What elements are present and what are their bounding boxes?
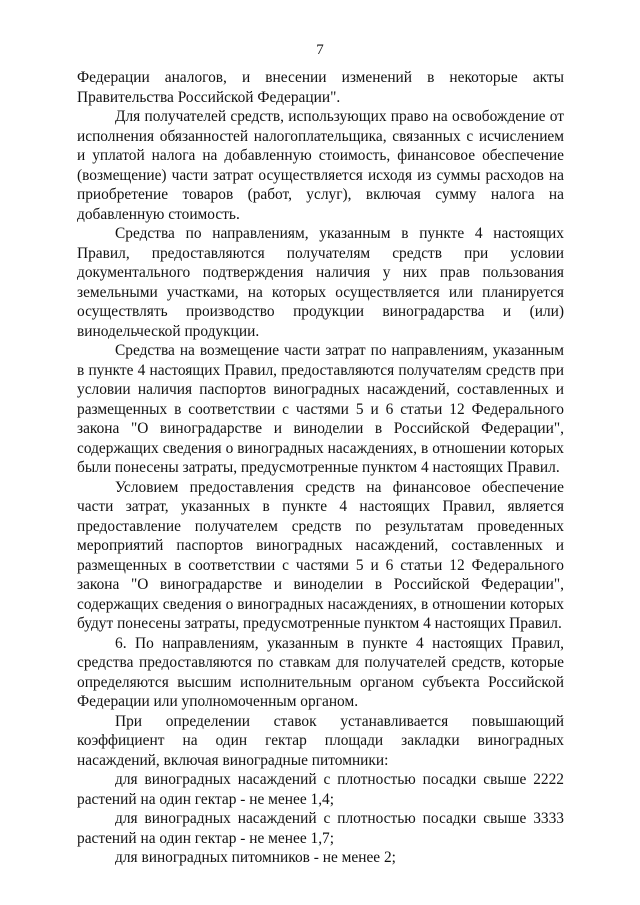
list-item-nurseries: для виноградных питомников - не менее 2;	[115, 849, 396, 866]
list-item-density-2222: для виноградных насаждений с плотностью посадки свыше 2222 растений на один гектар - не менее 1,4;	[77, 771, 564, 808]
paragraph-land-rights: Средства по направлениям, указанным в пункте 4 настоящих Правил, предоставляются получателям средств при условии документального подтверждения наличия у них прав пользования земельными участками, на которых осуществляется или планируется осуществлять производство продукции виноградарства и (или) винодельческой продукции.	[77, 225, 564, 340]
paragraph-financing-condition: Условием предоставления средств на финансовое обеспечение части затрат, указанных в пункте 4 настоящих Правил, является предоставление получателем средств по результатам проведенных мероприятий паспортов виноградных насаждений, составленных и размещенных в соответствии с частями 5 и 6 статьи 12 Федерального закона "О виноградарстве и виноделии в Российской Федерации", содержащих сведения о виноградных насаждениях, в отношении которых будут понесены затраты, предусмотренные пунктом 4 настоящих Правил.	[77, 478, 564, 632]
page-number: 7	[316, 42, 324, 58]
list-item-density-3333: для виноградных насаждений с плотностью посадки свыше 3333 растений на один гектар - не менее 1,7;	[77, 810, 564, 847]
paragraph-vineyard-passports: Средства на возмещение части затрат по направлениям, указанным в пункте 4 настоящих Правил, предоставляются получателям средств при условии наличия паспортов виноградных насаждений, составленных и размещенных в соответствии с частями 5 и 6 статьи 12 Федерального закона "О виноградарстве и виноделии в Российской Федерации", содержащих сведения о виноградных насаждениях, в отношении которых были понесены затраты, предусмотренные пунктом 4 настоящих Правил.	[77, 342, 564, 476]
paragraph-vat-exemption: Для получателей средств, использующих право на освобождение от исполнения обязанностей налогоплательщика, связанных с исчислением и уплатой налога на добавленную стоимость, финансовое обеспечение (возмещение) части затрат осуществляется исходя из суммы расходов на приобретение товаров (работ, услуг), включая сумму налога на добавленную стоимость.	[77, 108, 564, 223]
paragraph-item-6: 6. По направлениям, указанным в пункте 4 настоящих Правил, средства предоставляются по ставкам для получателей средств, которые определяются высшим исполнительным органом субъекта Российской Федерации или уполномоченным органом.	[77, 634, 564, 710]
paragraph-continuation: Федерации аналогов, и внесении изменений в некоторые акты Правительства Российской Федерации".	[77, 69, 564, 106]
document-body	[77, 68, 564, 868]
paragraph-rate-coefficient: При определении ставок устанавливается повышающий коэффициент на один гектар площади закладки виноградных насаждений, включая виноградные питомники:	[77, 712, 564, 769]
